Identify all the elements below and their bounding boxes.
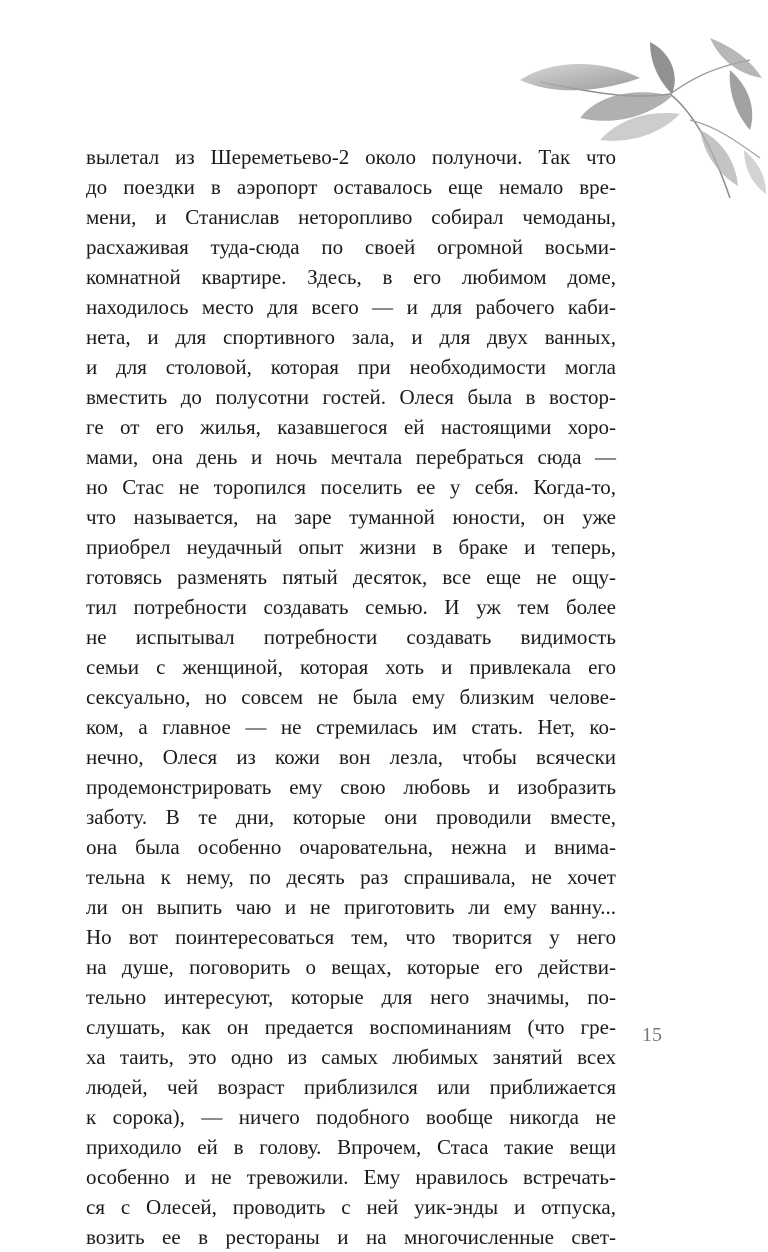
text-line: сексуально, но совсем не была ему близким челове-	[86, 685, 616, 709]
text-line: нета, и для спортивного зала, и для двух ванных,	[86, 325, 616, 349]
text-line: ся с Олесей, проводить с ней уик-энды и отпуска,	[86, 1195, 616, 1219]
text-line: приходило ей в голову. Впрочем, Стаса такие вещи	[86, 1135, 616, 1159]
text-line: слушать, как он предается воспоминаниям (что гре-	[86, 1015, 616, 1039]
text-line: продемонстрировать ему свою любовь и изобразить	[86, 775, 616, 799]
text-line: и для столовой, которая при необходимости могла	[86, 355, 616, 379]
text-line: ли он выпить чаю и не приготовить ли ему ванну...	[86, 895, 616, 919]
text-line: заботу. В те дни, которые они проводили вместе,	[86, 805, 616, 829]
text-line: не испытывал потребности создавать видимость	[86, 625, 616, 649]
text-line: что называется, на заре туманной юности, он уже	[86, 505, 616, 529]
text-line: готовясь разменять пятый десяток, все еще не ощу-	[86, 565, 616, 589]
text-line: к сорока), — ничего подобного вообще никогда не	[86, 1105, 616, 1129]
text-line: ге от его жилья, казавшегося ей настоящими хоро-	[86, 415, 616, 439]
page-number: 15	[642, 1024, 662, 1046]
text-line: расхаживая туда-сюда по своей огромной восьми-	[86, 235, 616, 259]
text-line: тельно интересуют, которые для него значимы, по-	[86, 985, 616, 1009]
text-line: особенно и не тревожили. Ему нравилось встречать-	[86, 1165, 616, 1189]
text-line: вместить до полусотни гостей. Олеся была в востор-	[86, 385, 616, 409]
text-line: нечно, Олеся из кожи вон лезла, чтобы всячески	[86, 745, 616, 769]
text-line: до поездки в аэропорт оставалось еще немало вре-	[86, 175, 616, 199]
text-line: она была особенно очаровательна, нежна и внима-	[86, 835, 616, 859]
text-line: тельна к нему, по десять раз спрашивала, не хочет	[86, 865, 616, 889]
text-line: людей, чей возраст приблизился или приближается	[86, 1075, 616, 1099]
text-line: Но вот поинтересоваться тем, что творится у него	[86, 925, 616, 949]
text-line: ха таить, это одно из самых любимых занятий всех	[86, 1045, 616, 1069]
text-line: но Стас не торопился поселить ее у себя. Когда-то,	[86, 475, 616, 499]
text-line: ком, а главное — не стремилась им стать. Нет, ко-	[86, 715, 616, 739]
text-line: приобрел неудачный опыт жизни в браке и теперь,	[86, 535, 616, 559]
body-text	[86, 142, 616, 1252]
text-line: комнатной квартире. Здесь, в его любимом доме,	[86, 265, 616, 289]
text-line: находилось место для всего — и для рабочего каби-	[86, 295, 616, 319]
text-line: возить ее в рестораны и на многочисленные свет-	[86, 1225, 616, 1249]
text-line: на душе, поговорить о вещах, которые его действи-	[86, 955, 616, 979]
text-line: тил потребности создавать семью. И уж тем более	[86, 595, 616, 619]
text-line: вылетал из Шереметьево-2 около полуночи. Так что	[86, 145, 616, 169]
text-line: мами, она день и ночь мечтала перебраться сюда —	[86, 445, 616, 469]
text-line: мени, и Станислав неторопливо собирал чемоданы,	[86, 205, 616, 229]
text-line: семьи с женщиной, которая хоть и привлекала его	[86, 655, 616, 679]
